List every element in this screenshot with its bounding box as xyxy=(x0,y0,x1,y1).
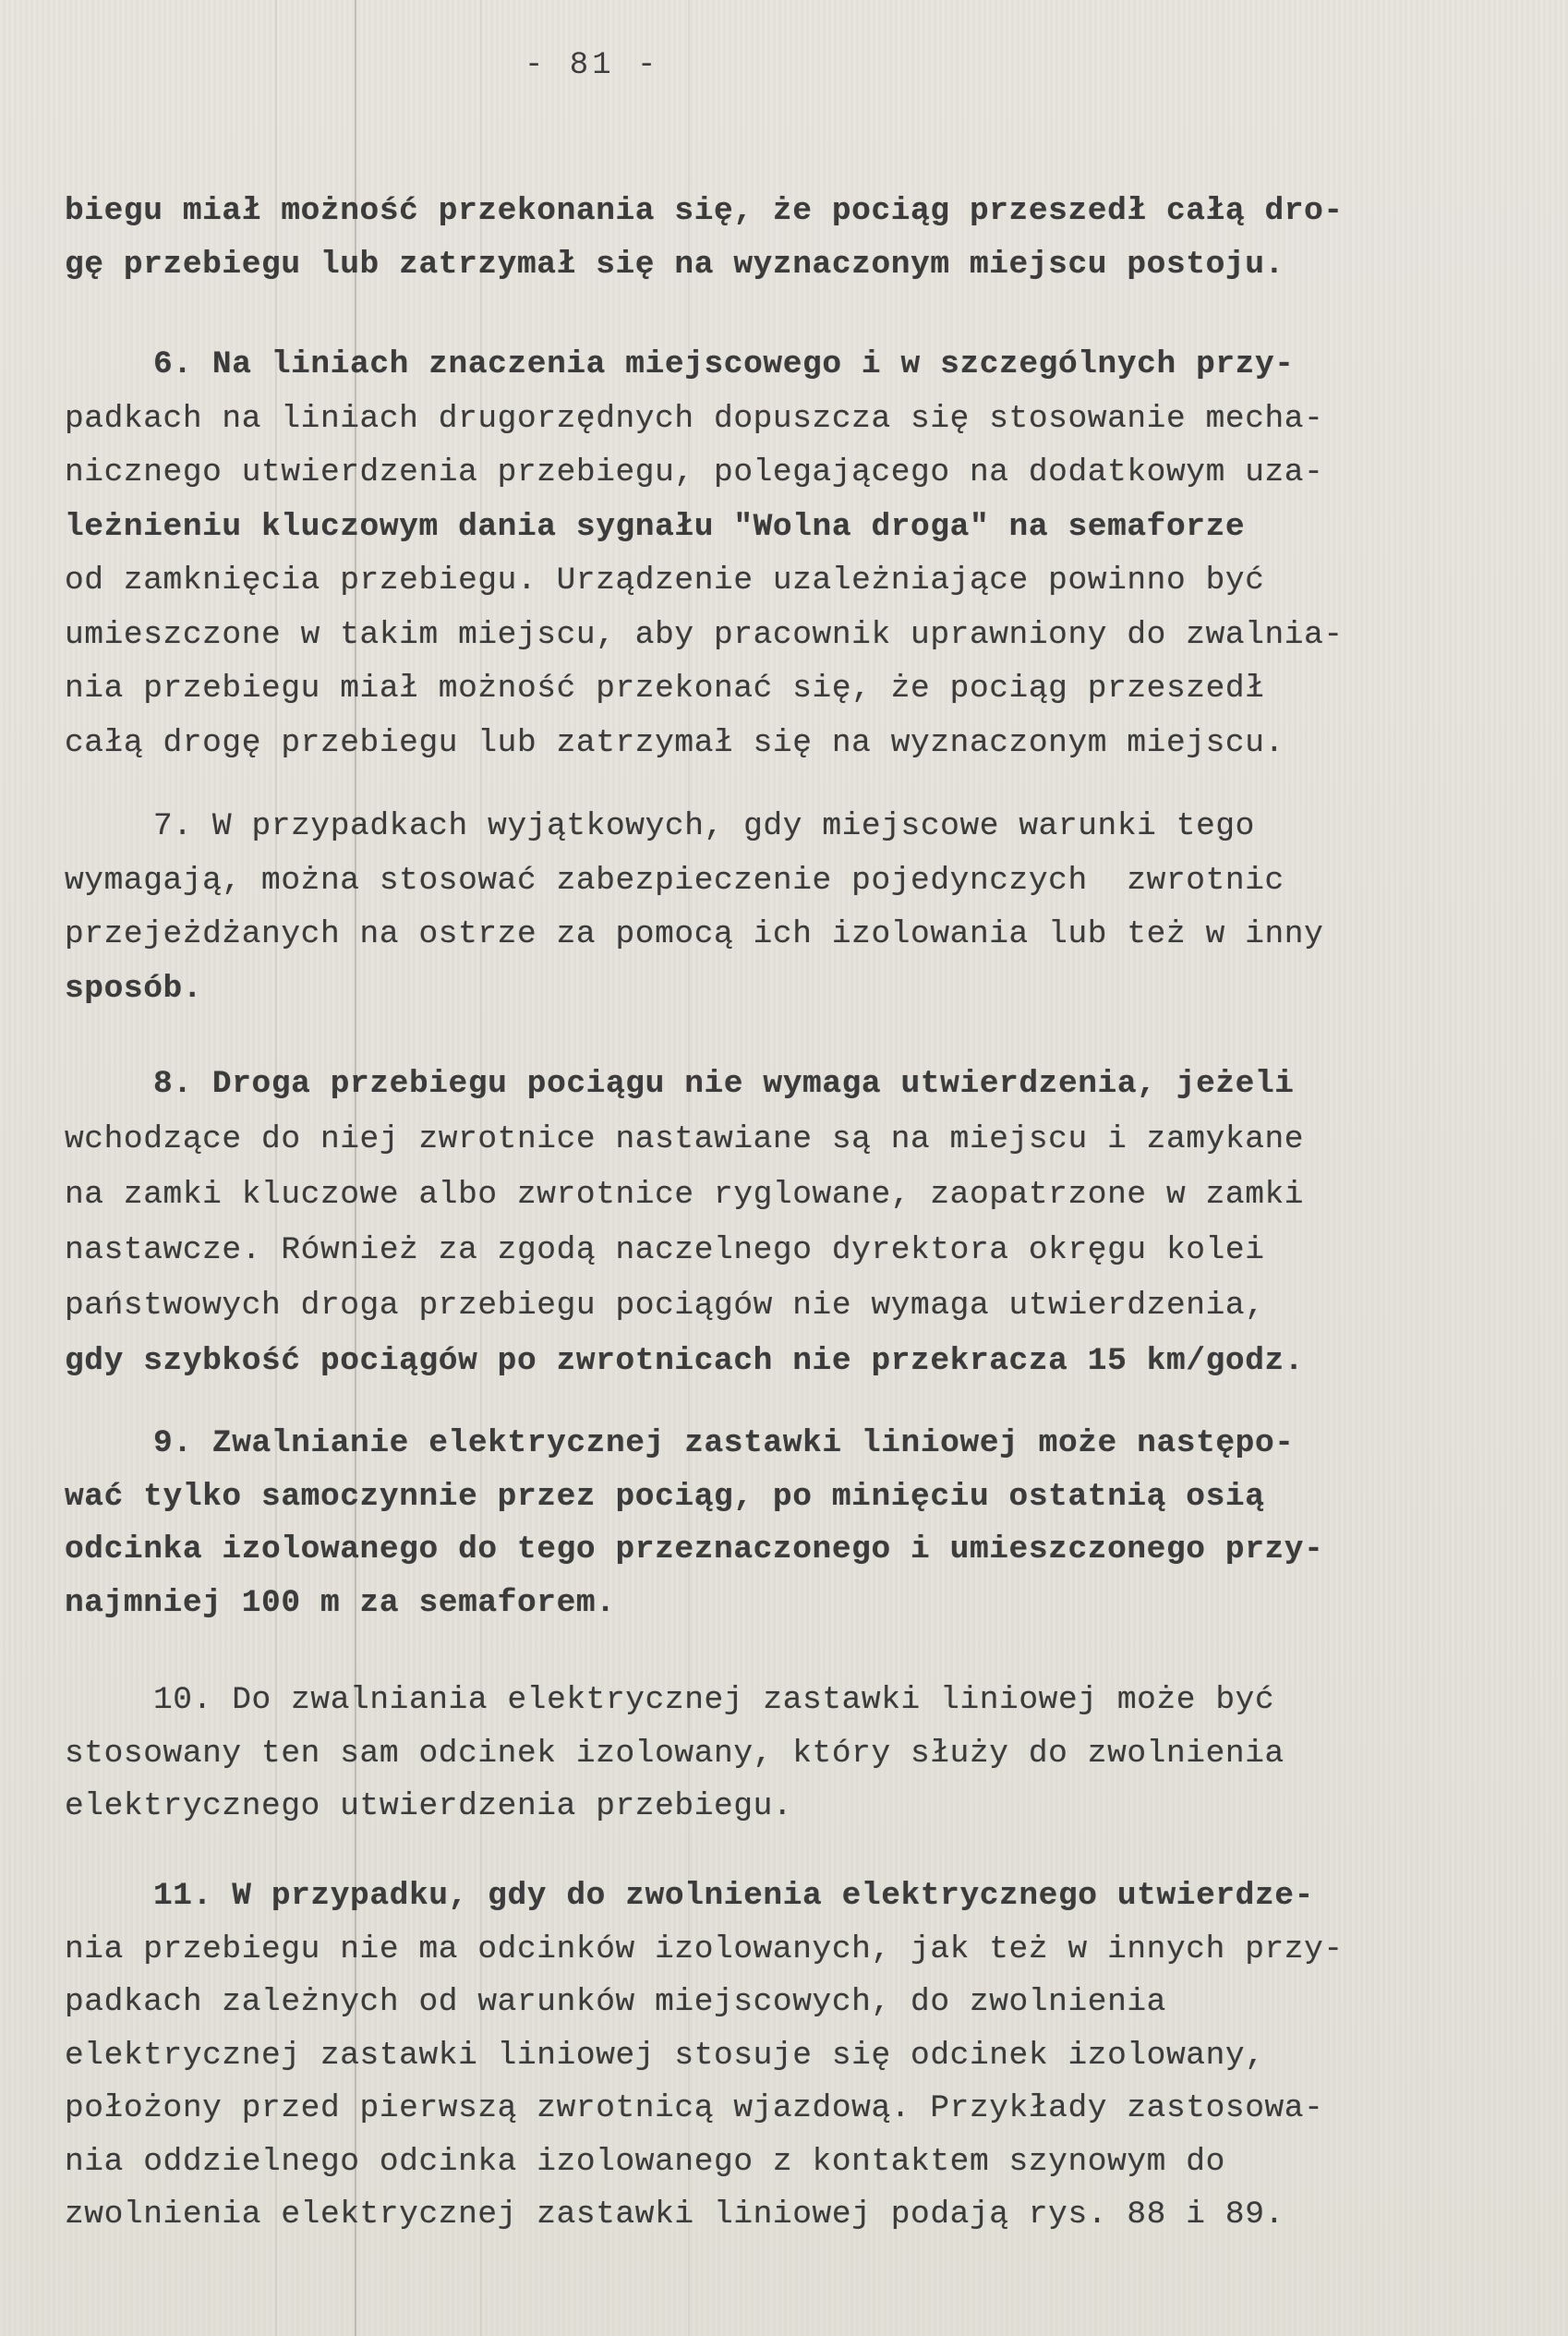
text-line: nia oddzielnego odcinka izolowanego z kontaktem szynowym do xyxy=(65,2143,1225,2180)
text-line: 9. Zwalnianie elektrycznej zastawki liniowej może następo- xyxy=(153,1425,1295,1461)
text-line: padkach na liniach drugorzędnych dopuszcza się stosowanie mecha- xyxy=(65,400,1324,437)
paragraph-11 xyxy=(65,1870,1505,2242)
text-line: leżnieniu kluczowym dania sygnału "Wolna droga" na semaforze xyxy=(65,508,1246,545)
text-line: gdy szybkość pociągów po zwrotnicach nie przekracza 15 km/godz. xyxy=(65,1343,1305,1379)
text-line: nia przebiegu nie ma odcinków izolowanych, jak też w innych przy- xyxy=(65,1931,1344,1967)
text-line: 6. Na liniach znaczenia miejscowego i w szczególnych przy- xyxy=(153,346,1295,382)
text-line: wymagają, można stosować zabezpieczenie pojedynczych zwrotnic xyxy=(65,862,1285,899)
paragraph-9 xyxy=(65,1417,1505,1629)
paragraph-10 xyxy=(65,1674,1505,1834)
text-line: biegu miał możność przekonania się, że pociąg przeszedł całą dro- xyxy=(65,193,1344,229)
text-line: wać tylko samoczynnie przez pociąg, po minięciu ostatnią osią xyxy=(65,1478,1265,1515)
paragraph-6 xyxy=(65,338,1505,770)
text-line: sposób. xyxy=(65,970,203,1007)
text-line: odcinka izolowanego do tego przeznaczonego i umieszczonego przy- xyxy=(65,1531,1324,1567)
text-line: wchodzące do niej zwrotnice nastawiane są na miejscu i zamykane xyxy=(65,1121,1305,1157)
paragraph-continuation xyxy=(65,185,1505,292)
text-line: 7. W przypadkach wyjątkowych, gdy miejscowe warunki tego xyxy=(153,808,1255,844)
text-line: zwolnienia elektrycznej zastawki liniowej podają rys. 88 i 89. xyxy=(65,2197,1285,2233)
text-line: elektrycznej zastawki liniowej stosuje się odcinek izolowany, xyxy=(65,2037,1265,2074)
paragraph-8 xyxy=(65,1057,1505,1389)
text-line: nicznego utwierdzenia przebiegu, polegającego na dodatkowym uza- xyxy=(65,454,1324,490)
text-line: umieszczone w takim miejscu, aby pracownik uprawniony do zwalnia- xyxy=(65,616,1344,653)
text-line: padkach zależnych od warunków miejscowych, do zwolnienia xyxy=(65,1984,1166,2020)
text-line: stosowany ten sam odcinek izolowany, który służy do zwolnienia xyxy=(65,1735,1285,1772)
text-line: całą drogę przebiegu lub zatrzymał się na wyznaczonym miejscu. xyxy=(65,724,1285,761)
text-line: najmniej 100 m za semaforem. xyxy=(65,1584,616,1621)
text-line: 11. W przypadku, gdy do zwolnienia elektrycznego utwierdze- xyxy=(153,1878,1314,1914)
text-line: na zamki kluczowe albo zwrotnice ryglowane, zaopatrzone w zamki xyxy=(65,1177,1305,1213)
text-line: nastawcze. Również za zgodą naczelnego dyrektora okręgu kolei xyxy=(65,1232,1265,1268)
text-line: 10. Do zwalniania elektrycznej zastawki liniowej może być xyxy=(153,1682,1275,1718)
text-line: elektrycznego utwierdzenia przebiegu. xyxy=(65,1788,793,1824)
text-line: od zamknięcia przebiegu. Urządzenie uzależniające powinno być xyxy=(65,563,1265,599)
page-number: - 81 - xyxy=(525,48,660,83)
text-line: gę przebiegu lub zatrzymał się na wyznaczonym miejscu postoju. xyxy=(65,247,1285,283)
text-line: położony przed pierwszą zwrotnicą wjazdową. Przykłady zastosowa- xyxy=(65,2090,1324,2126)
text-line: 8. Droga przebiegu pociągu nie wymaga utwierdzenia, jeżeli xyxy=(153,1066,1295,1102)
paragraph-7 xyxy=(65,800,1505,1016)
text-line: przejeżdżanych na ostrze za pomocą ich izolowania lub też w inny xyxy=(65,916,1324,952)
text-line: państwowych droga przebiegu pociągów nie wymaga utwierdzenia, xyxy=(65,1288,1265,1324)
text-line: nia przebiegu miał możność przekonać się, że pociąg przeszedł xyxy=(65,671,1265,707)
